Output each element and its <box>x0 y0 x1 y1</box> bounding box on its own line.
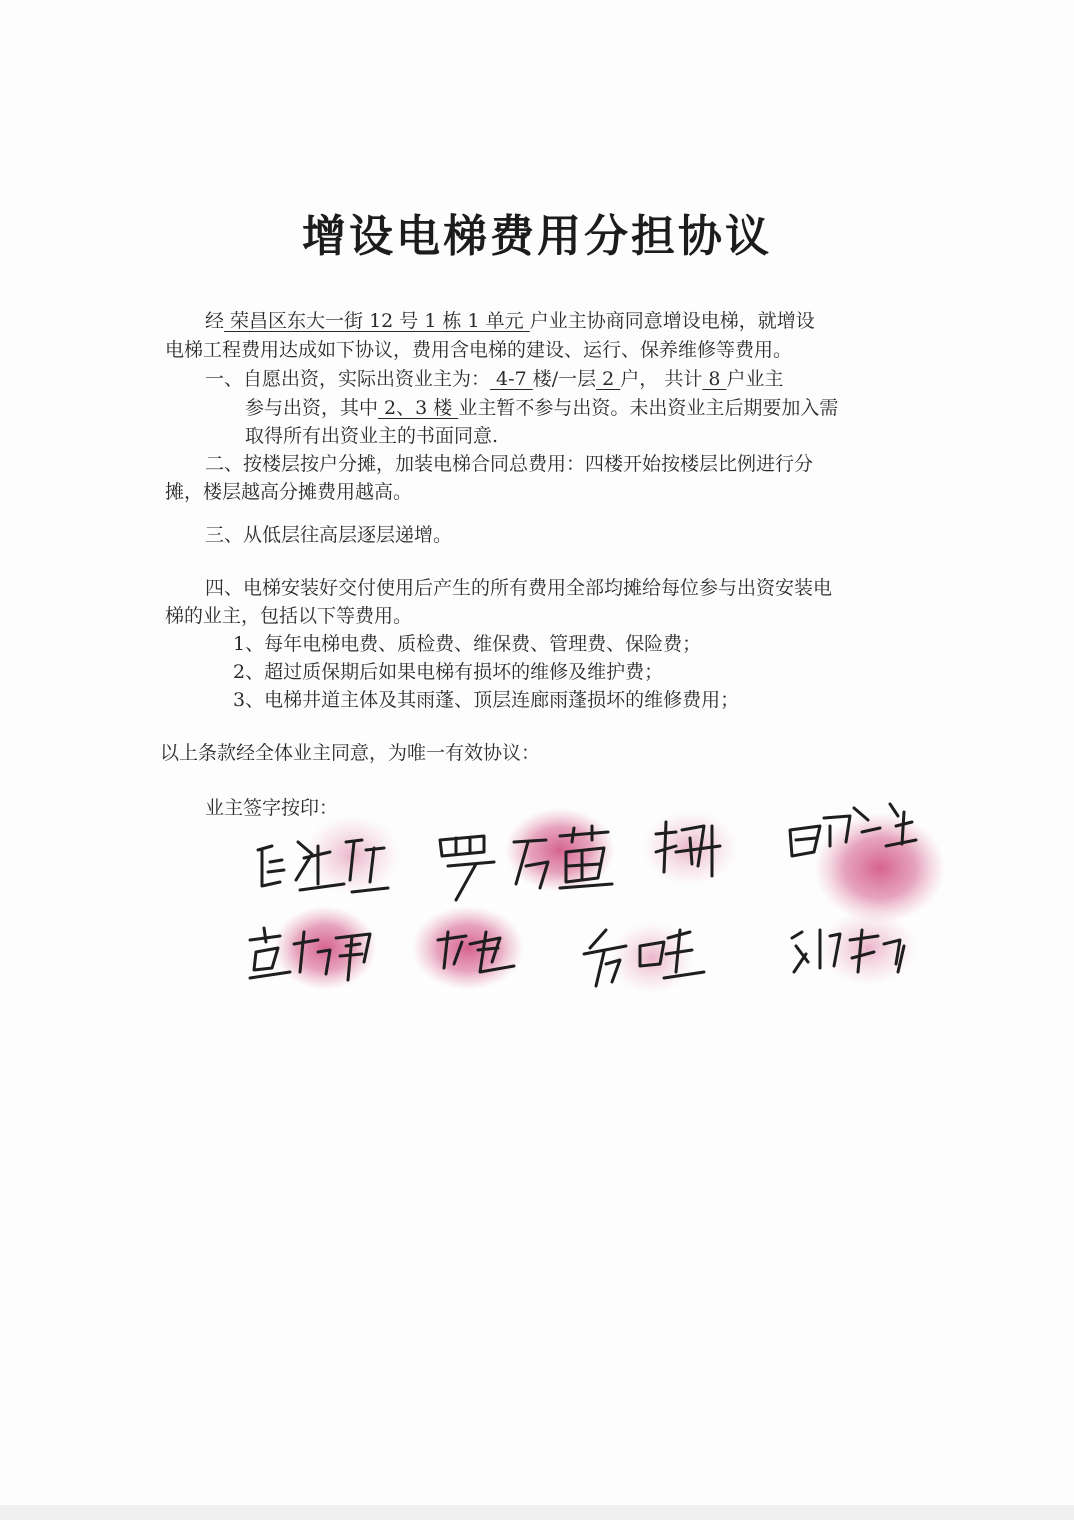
clause-1-text-c: 户， 共计 <box>620 368 703 390</box>
fingerprint-5 <box>273 906 377 990</box>
clause-1-total: 8 <box>702 368 727 390</box>
clause-1-text-e: 参与出资，其中 <box>245 397 379 419</box>
clause-4-line-2: 梯的业主，包括以下等费用。 <box>165 605 413 627</box>
scan-edge <box>0 1505 1074 1520</box>
clause-1-per-floor: 2 <box>596 368 621 390</box>
clause-3: 三、从低层往高层逐层递增。 <box>205 524 453 546</box>
clause-1-line-3: 取得所有出资业主的书面同意. <box>245 425 499 447</box>
clause-1-text-a: 一、自愿出资，实际出资业主为： <box>205 368 491 390</box>
clause-4-line-1: 四、电梯安装好交付使用后产生的所有费用全部均摊给每位参与出资安装电 <box>205 577 833 599</box>
clause-1-floors: 4-7 <box>490 368 533 390</box>
intro-post: 户业主协商同意增设电梯，就增设 <box>529 310 815 332</box>
clause-4-item-3: 3、电梯井道主体及其雨蓬、顶层连廊雨蓬损坏的维修费用； <box>233 689 740 711</box>
closing-statement: 以上条款经全体业主同意，为唯一有效协议： <box>160 742 541 764</box>
intro-line-2: 电梯工程费用达成如下协议，费用含电梯的建设、运行、保养维修等费用。 <box>165 339 793 361</box>
clause-2-line-2: 摊，楼层越高分摊费用越高。 <box>165 481 413 503</box>
clause-1-text-d: 户业主 <box>726 368 784 390</box>
clause-4-item-2: 2、超过质保期后如果电梯有损坏的维修及维护费； <box>233 661 664 683</box>
clause-2-line-1: 二、按楼层按户分摊，加装电梯合同总费用：四楼开始按楼层比例进行分 <box>205 453 814 475</box>
clause-1-excluded: 2、3 楼 <box>378 397 459 419</box>
document-title: 增设电梯费用分担协议 <box>302 211 772 262</box>
fingerprint-6 <box>412 906 524 990</box>
signature-label: 业主签字按印： <box>205 797 339 819</box>
clause-4-item-1: 1、每年电梯电费、质检费、维保费、管理费、保险费； <box>233 633 702 655</box>
intro-pre: 经 <box>205 310 225 332</box>
intro-address: 荣昌区东大一街 12 号 1 栋 1 单元 <box>224 310 530 332</box>
clause-1-text-b: 楼/一层 <box>532 368 597 390</box>
clause-1-text-f: 业主暂不参与出资。未出资业主后期要加入需 <box>458 397 839 419</box>
